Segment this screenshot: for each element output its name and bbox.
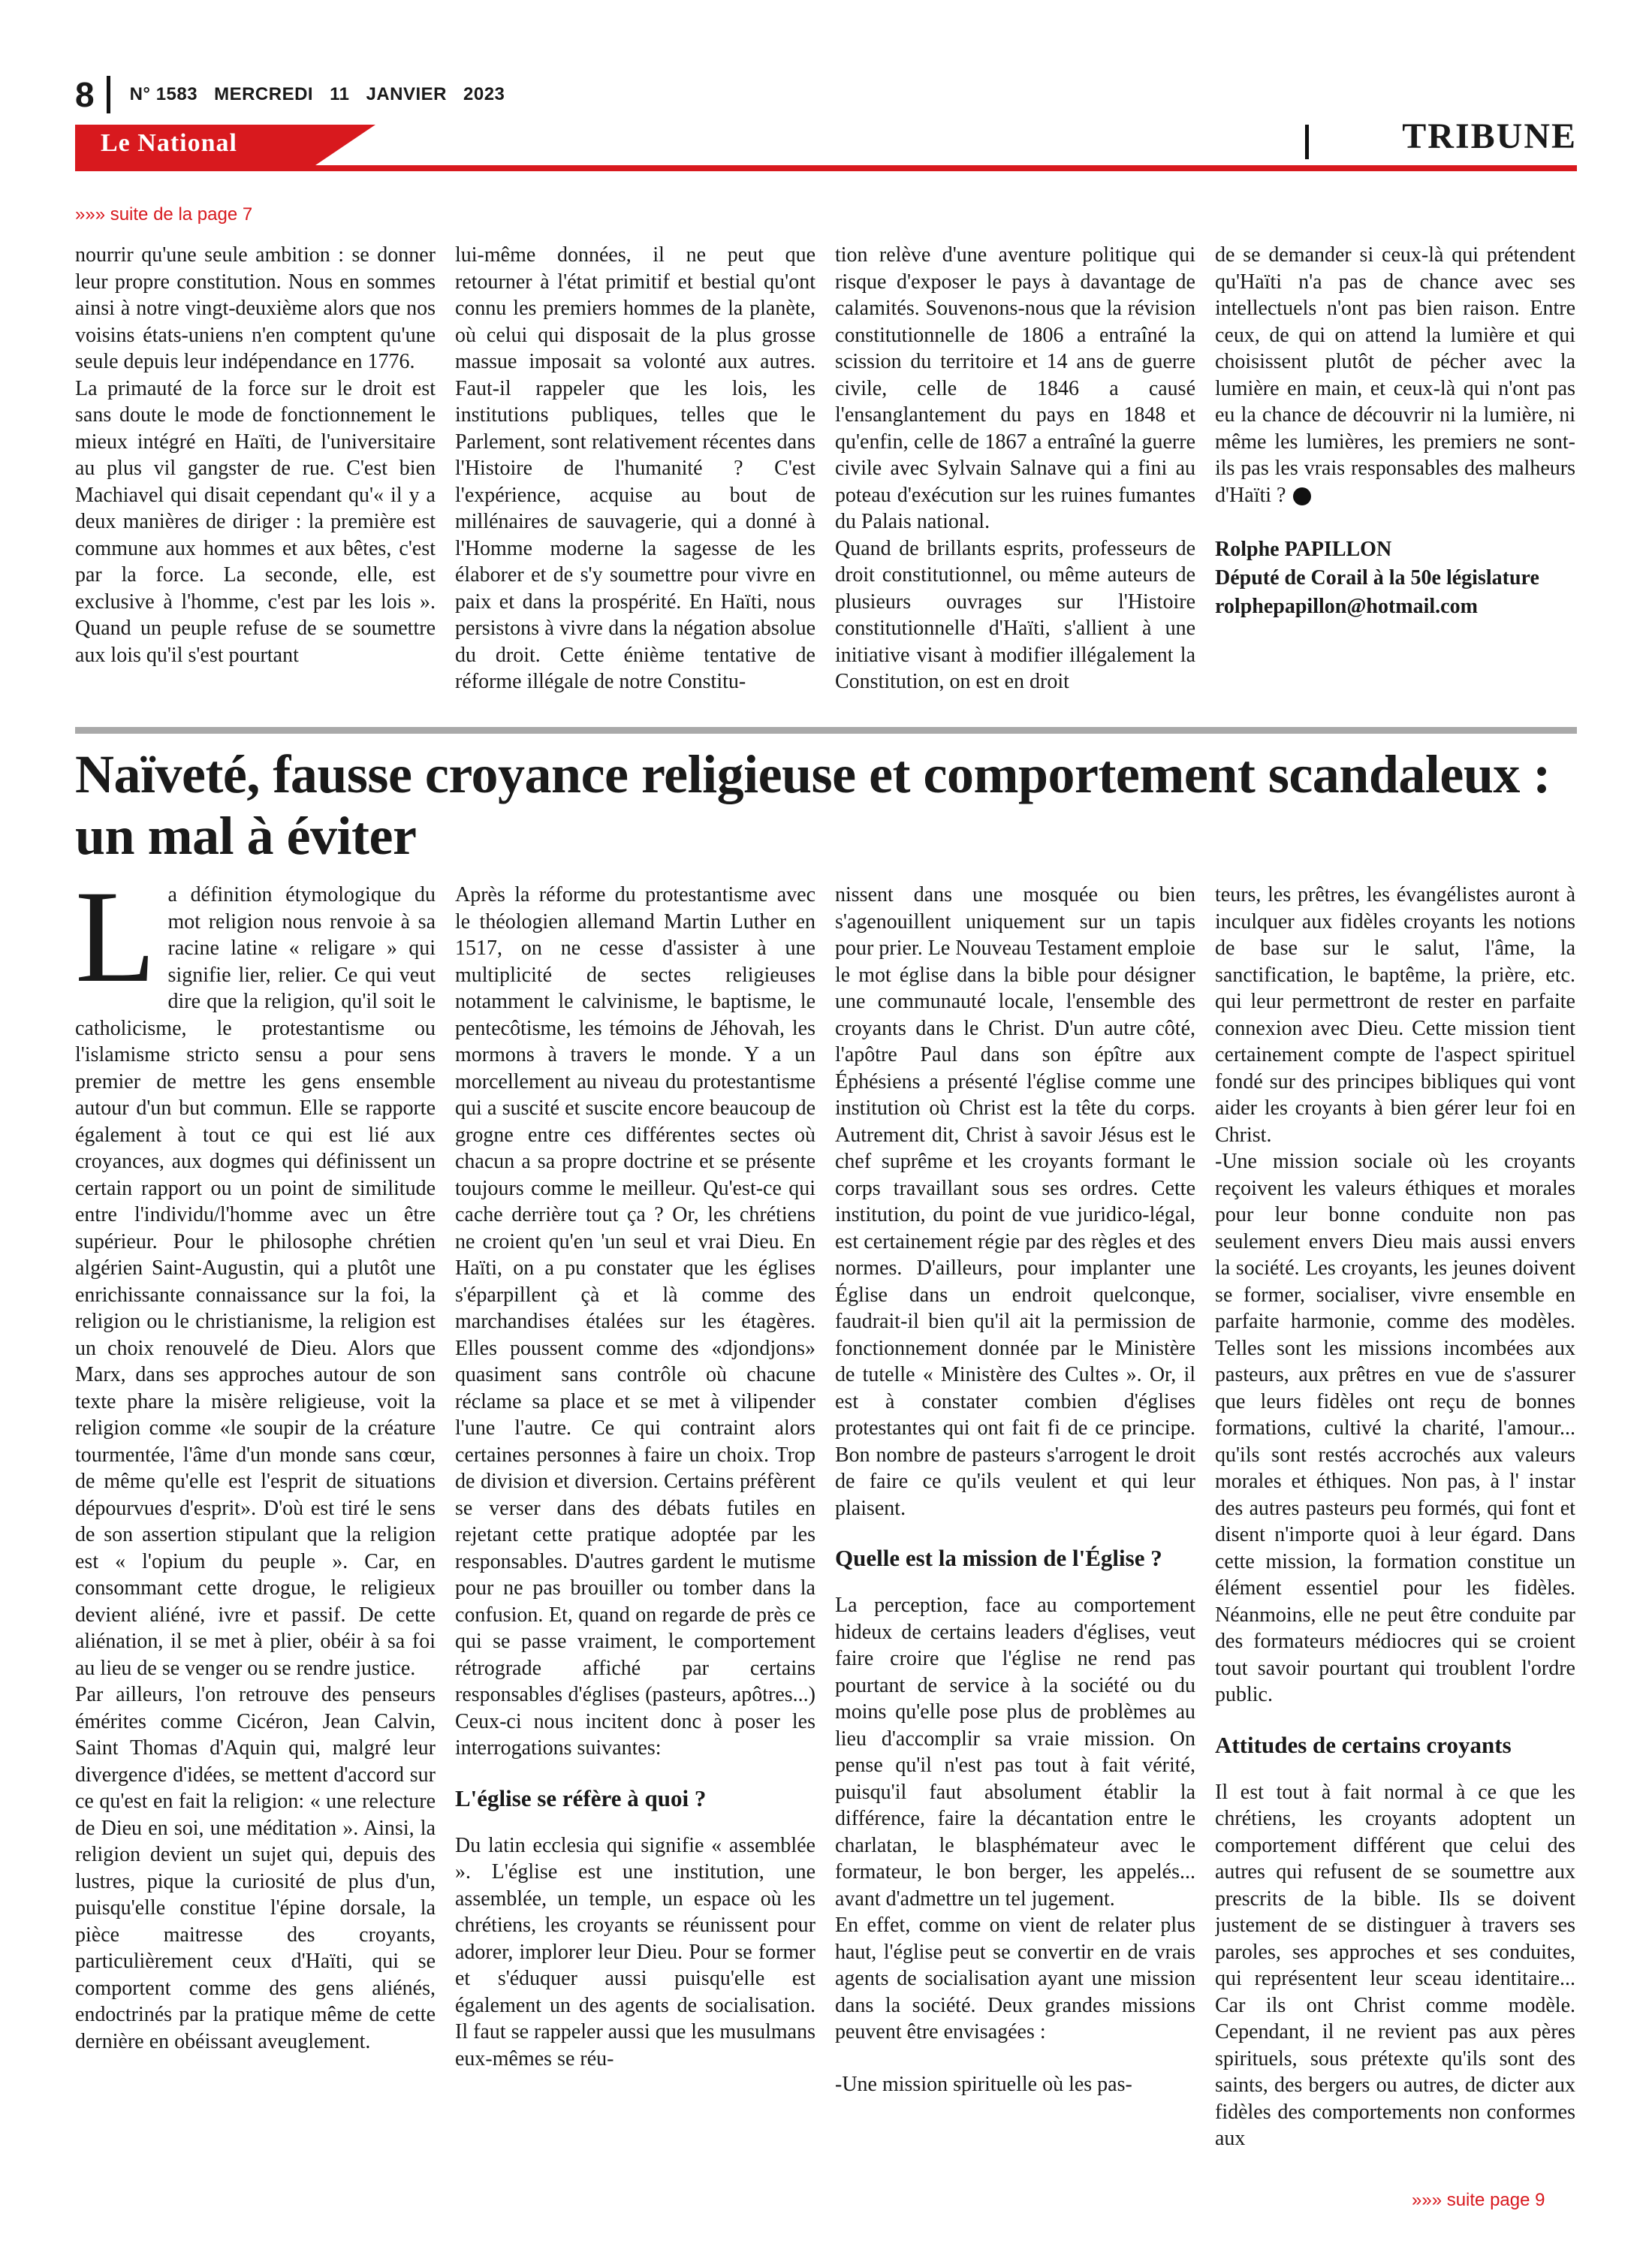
article-column-2: [455, 882, 815, 2173]
paragraph: nissent dans une mosquée ou bien s'agenouillent uniquement sur un tapis pour prier. Le Nouveau Testament emploie le mot église dans la bible pour désigner une communauté locale, l'ensemble des croyants dans le Christ. D'un autre côté, l'apôtre Paul dans son épître aux Éphésiens a présenté l'église comme une institution où Christ est la tête du corps. Autrement dit, Christ à savoir Jésus est le chef suprême et les croyants formant le corps travaillant sous ses ordres. Cette institution, du point de vue juridico-légal, est certainement régie par des règles et des normes. D'ailleurs, pour implanter une Église dans un endroit quelconque, faudrait-il bien qu'il ait la permission de fonctionnement donnée par le Ministère de tutelle « Ministère des Cultes ». Or, il est à constater combien d'églises protestantes qui ont fait fi de ce principe. Bon nombre de pasteurs s'arrogent le droit de faire ce qu'ils veulent et qui leur plaisent.: [835, 883, 1195, 1520]
article-column-1: [75, 882, 436, 2173]
issue-month: JANVIER: [366, 84, 448, 104]
issue-year: 2023: [463, 84, 505, 104]
section-divider: [1305, 125, 1309, 159]
end-of-article-icon: [1293, 487, 1311, 505]
previous-article-column-3: [835, 242, 1195, 707]
article-column-3: [835, 882, 1195, 2173]
paragraph: -Une mission sociale où les croyants reçoivent les valeurs éthiques et morales pour leur bonne conduite non pas seulement envers Dieu mais aussi envers la société. Les croyants, les jeunes doivent se former, socialiser, vivre ensemble en parfaite harmonie, comme des modèles. Telles sont les missions incombées aux pasteurs, aux prêtres en vue de s'assurer que leurs fidèles ont reçu de bonnes formations, cultivé la charité, l'amour... qu'ils sont restés accrochés aux valeurs morales et éthiques. Non pas, à l' instar des autres pasteurs peu formés, qui font et disent n'importe quoi à leur égard. Dans cette mission, la formation constitue un élément essentiel pour les fidèles. Néanmoins, elle ne peut être conduite par des formateurs médiocres qui se croient tout savoir pourtant qui troublent l'ordre public.: [1215, 1150, 1575, 1706]
author-email: rolphepapillon@hotmail.com: [1215, 595, 1478, 618]
author-signature: [1215, 535, 1575, 621]
issue-weekday: MERCREDI: [214, 84, 314, 104]
subheading: Attitudes de certains croyants: [1215, 1731, 1512, 1758]
issue-info: [130, 84, 522, 105]
paragraph: Quand de brillants esprits, professeurs de droit constitutionnel, ou même auteurs de plusieurs ouvrages sur l'Histoire constitutionnelle d'Haïti, s'allient à une initiative visant à modifier illégalement la Constitution, on est en droit: [835, 536, 1195, 693]
continued-from-label: »»» suite de la page 7: [75, 204, 253, 225]
subheading: L'église se réfère à quoi ?: [455, 1784, 707, 1811]
subheading: Quelle est la mission de l'Église ?: [835, 1545, 1162, 1571]
paragraph: Après la réforme du protestantisme avec le théologien allemand Martin Luther en 1517, on ne cesse d'assister à une multiplicité de sectes religieuses notamment le calvinisme, le baptisme, le pentecôtisme, les témoins de Jéhovah, les mormons à travers le monde. Y a un morcellement au niveau du protestantisme qui a suscité et suscite encore beaucoup de grogne entre ces différentes sectes où chacun a sa propre doctrine et se présente toujours comme le meilleur. Qu'est-ce qui cache derrière tout ça ? Or, les chrétiens ne croient qu'en 'un seul et vrai Dieu. En Haïti, on a pu constater que les églises s'éparpillent çà et là comme des marchandises étalées sur les étagères. Elles poussent comme des «djondjons» quasiment sans contrôle où chacune réclame sa place et se met à vilipender l'une l'autre. Ce qui contraint alors certaines personnes à faire un choix. Trop de division et diversion. Certains préfèrent se verser dans des débats futiles en rejetant cette pratique adoptée par les responsables. D'autres gardent le mutisme pour ne pas brouiller ou tomber dans la confusion. Et, quand on regarde de près ce qui se passe vraiment, le comportement rétrograde affiché par certains responsables d'églises (pasteurs, apôtres...) Ceux-ci nous incitent donc à poser les interrogations suivantes:: [455, 883, 815, 1760]
paragraph: Il est tout à fait normal à ce que les chrétiens, les croyants adoptent un comportement différent que celui des autres qui refusent de se soumettre aux prescrits de la bible. Ils se doivent justement de se distinguer à travers ses paroles, ses approches et ses conduites, qui représentent leur sceau identitaire... Car ils ont Christ comme modèle. Cependant, il ne revient pas aux pères spirituels, sous prétexte qu'ils sont des saints, des bergers ou autres, de dicter aux fidèles des comportements non conformes aux: [1215, 1780, 1575, 2150]
paragraph: teurs, les prêtres, les évangélistes auront à inculquer aux fidèles croyants les notions de base sur le salut, l'âme, la sanctification, le baptême, la prière, etc. qui leur permettront de rester en parfaite connexion avec Dieu. Cette mission tient certainement compte de l'aspect spirituel fondé sur des principes bibliques qui vont aider les croyants à bien gérer leur foi en Christ.: [1215, 883, 1575, 1147]
paragraph: [1215, 242, 1575, 508]
drop-cap: L: [75, 882, 156, 1010]
paragraph: La perception, face au comportement hideux de certains leaders d'églises, veut faire croire que l'église ne rend pas pourtant de service à la société ou du moins qu'elle pose plus de problèmes au lieu d'accomplir sa vraie mission. On pense qu'il n'est pas tout à fait vérité, puisqu'il faut absolument établir la différence, faire la décantation entre le charlatan, le blasphémateur avec le formateur, le bon berger, les appelés... avant d'admettre un tel jugement.: [835, 1594, 1195, 1911]
previous-article-column-1: [75, 242, 436, 707]
paragraph: lui-même données, il ne peut que retourner à l'état primitif et bestial qu'ont connu les premiers hommes de la planète, où celui qui disposait de la plus grosse massue imposait sa volonté aux autres. Faut-il rappeler que les lois, les institutions publiques, telles que le Parlement, sont relativement récentes dans l'Histoire de l'humanité ? C'est l'expérience, acquise au bout de millénaires de sauvagerie, qui a donné à l'Homme moderne la sagesse de les élaborer et de s'y soumettre pour vivre en paix et dans la prospérité. En Haïti, nous persistons à vivre dans la négation absolue du droit. Cette énième tentative de réforme illégale de notre Constitu-: [455, 243, 815, 693]
previous-article-column-4: [1215, 242, 1575, 707]
article-divider: [75, 727, 1577, 734]
closing-text: de se demander si ceux-là qui prétendent qu'Haïti n'a pas de chance avec ses intellectuels n'ont pas bien raison. Entre ceux, de qui on attend la lumière et qui choisissent plutôt de pécher avec la lumière en main, et ceux-là qui n'ont pas eu la chance de découvrir ni la lumière, ni même les lumières, les premiers ne sont-ils pas les vrais responsables des malheurs d'Haïti ?: [1215, 243, 1575, 507]
issue-number: N° 1583: [129, 84, 198, 104]
brand-bar: [75, 125, 1577, 168]
newspaper-logo: Le National: [101, 129, 237, 157]
brand-rule: [75, 165, 1577, 171]
paragraph: [75, 882, 436, 1681]
paragraph: Par ailleurs, l'on retrouve des penseurs émérites comme Cicéron, Jean Calvin, Saint Thomas d'Aquin qui, malgré leur divergence d'idées, se mettent d'accord sur ce qu'est en fait la religion: « une relecture de Dieu en soi, une méditation ». Ainsi, la religion devient un sujet qui, depuis des lustres, pique la curiosité de plus d'un, puisqu'elle constitue l'épine dorsale, la pièce maitresse des croyants, particulièrement ceux d'Haïti, qui se comportent comme des gens aliénés, endoctrinés par la pratique même de cette dernière en obéissant aveuglement.: [75, 1683, 436, 2053]
issue-day: 11: [330, 84, 350, 104]
page-number-divider: [107, 76, 110, 113]
continued-to-label: »»» suite page 9: [1412, 2190, 1545, 2210]
brand-tab-tip: [315, 125, 375, 165]
paragraph: La primauté de la force sur le droit est sans doute le mode de fonctionnement le mieux intégré en Haïti, de l'universitaire au plus vil gangster de rue. C'est bien Machiavel qui disait cependant qu'« il y a deux manières de diriger : la première est commune aux hommes et aux bêtes, c'est par la force. La seconde, elle, est exclusive à l'homme, c'est par les lois ». Quand un peuple refuse de se soumettre aux lois qu'il s'est pourtant: [75, 376, 436, 667]
article-column-4: [1215, 882, 1575, 2173]
masthead-info: [75, 72, 521, 117]
author-name: Rolphe PAPILLON: [1215, 538, 1392, 561]
article-headline: Naïveté, fausse croyance religieuse et comportement scandaleux : un mal à éviter: [75, 744, 1551, 866]
paragraph: -Une mission spirituelle où les pas-: [835, 2072, 1132, 2096]
lead-text: a définition étymologique du mot religion nous renvoie à sa racine latine « religare » qui signifie lier, relier. Ce qui veut dire que la religion, qu'il soit le catholicisme, le protestantisme ou l'islamisme stricto sensu a pour sens premier de mettre les gens ensemble autour d'un but commun. Elle se rapporte également à tout ce qui est lié aux croyances, aux dogmes qui définissent un certain rapport ou un point de similitude entre l'individu/l'homme avec un être supérieur. Pour le philosophe chrétien algérien Saint-Augustin, qui a plutôt une enrichissante connaissance sur la foi, la religion ou le christianisme, la religion est un choix renouvelé de Dieu. Alors que Marx, dans ses approches autour de son texte phare la misère religieuse, voit la religion comme «le soupir de la créature tourmentée, l'âme d'un monde sans cœur, de même qu'elle est l'esprit de situations dépourvues d'esprit». D'où est tiré le sens de son assertion stipulant que la religion est « l'opium du peuple ». Car, en consommant cette drogue, le religieux devient aliéné, ivre et passif. De cette aliénation, il se met à plier, obéir à sa foi au lieu de se venger ou se rendre justice.: [75, 883, 436, 1680]
previous-article-column-2: [455, 242, 815, 707]
paragraph: nourrir qu'une seule ambition : se donner leur propre constitution. Nous en sommes ainsi à notre vingt-deuxième alors que nos voisins états-uniens n'en comptent qu'une seule depuis leur indépendance en 1776.: [75, 243, 436, 373]
paragraph: En effet, comme on vient de relater plus haut, l'église peut se convertir en de vrais agents de socialisation ayant une mission dans la société. Deux grandes missions peuvent être envisagées :: [835, 1914, 1195, 2043]
paragraph: Du latin ecclesia qui signifie « assemblée ». L'église est une institution, une assemblée, un temple, un espace où les chrétiens, les croyants se réunissent pour adorer, implorer leur Dieu. Pour se former et s'éduquer aussi puisqu'elle est également un des agents de socialisation. Il faut se rappeler aussi que les musulmans eux-mêmes se réu-: [455, 1833, 815, 2071]
author-title: Député de Corail à la 50e législature: [1215, 566, 1539, 590]
page-number: 8: [75, 75, 95, 114]
paragraph: tion relève d'une aventure politique qui risque d'exposer le pays à davantage de calamités. Souvenons-nous que la révision constitutionnelle de 1806 a entraîné la scission du territoire et 14 ans de guerre civile, celle de 1846 a causé l'ensanglantement du pays en 1848 et qu'enfin, celle de 1867 a entraîné la guerre civile avec Sylvain Salnave qui a fini au poteau d'exécution sur les ruines fumantes du Palais national.: [835, 243, 1195, 533]
section-name: TRIBUNE: [1402, 116, 1577, 156]
